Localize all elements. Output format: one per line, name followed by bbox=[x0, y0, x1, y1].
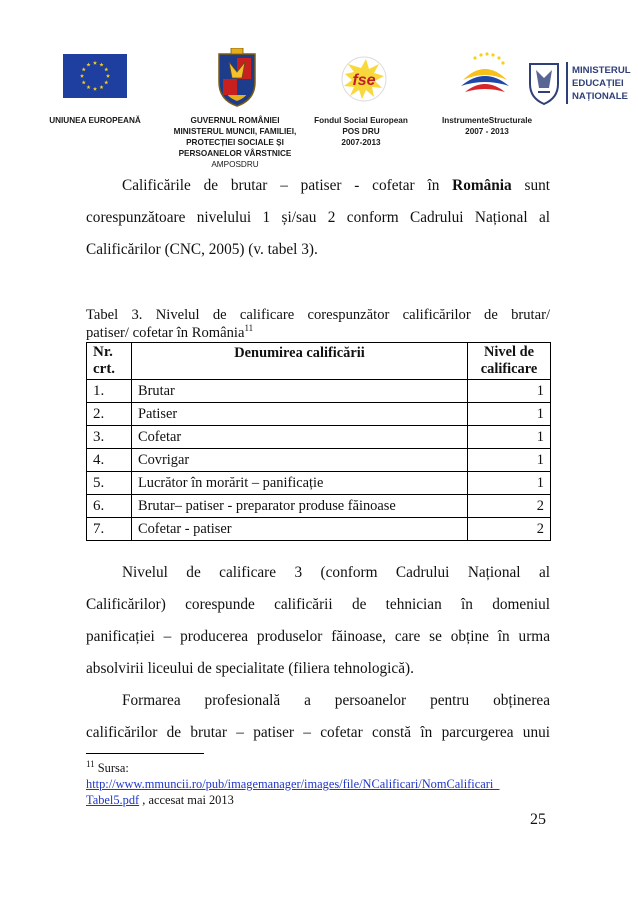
gov-caption-line3: PROTECȚIEI SOCIALE ȘI bbox=[186, 138, 284, 147]
eu-caption bbox=[20, 115, 170, 126]
cell-nr: 4. bbox=[87, 449, 132, 472]
instr-caption bbox=[422, 115, 552, 137]
p1-line1-post: sunt bbox=[511, 177, 550, 194]
paragraph-2 bbox=[86, 557, 550, 685]
page-number: 25 bbox=[530, 811, 546, 828]
eu-caption-text: UNIUNEA EUROPEANĂ bbox=[49, 116, 141, 125]
table-row bbox=[87, 426, 551, 449]
cell-name: Cofetar bbox=[132, 426, 468, 449]
header-nr-line1: Nr. bbox=[93, 344, 113, 360]
footnote bbox=[86, 760, 556, 808]
cell-name: Cofetar - patiser bbox=[132, 518, 468, 541]
eu-flag-logo bbox=[63, 54, 127, 98]
table-caption-line2-text: patiser/ cofetar în România bbox=[86, 325, 245, 341]
paragraph-1-line2: corespunzătoare nivelului 1 și/sau 2 conform Cadrului Național al bbox=[86, 209, 550, 226]
cell-level: 1 bbox=[468, 472, 551, 495]
paragraph-2-line4: absolvirii liceului de specialitate (filiera tehnologică). bbox=[86, 660, 414, 677]
paragraph-1-line3: Calificărilor (CNC, 2005) (v. tabel 3). bbox=[86, 241, 318, 258]
fse-caption-line1: Fondul Social European bbox=[314, 116, 408, 125]
gov-caption bbox=[150, 115, 320, 170]
gov-caption-sub: AMPOSDRU bbox=[211, 160, 259, 169]
footnote-source-link-cont[interactable]: Tabel5.pdf bbox=[86, 793, 140, 807]
cell-level: 1 bbox=[468, 403, 551, 426]
header-nr-line2: crt. bbox=[93, 361, 116, 377]
cell-level: 2 bbox=[468, 518, 551, 541]
footnote-label-line bbox=[86, 760, 556, 776]
p1-line1-pre: Calificările de brutar – patiser - cofetar în bbox=[122, 177, 453, 194]
cell-nr: 2. bbox=[87, 403, 132, 426]
cell-level: 1 bbox=[468, 426, 551, 449]
ministry-logo-text bbox=[572, 64, 631, 103]
cell-name: Patiser bbox=[132, 403, 468, 426]
gov-caption-line4: PERSOANELOR VÂRSTNICE bbox=[178, 149, 292, 158]
footnote-link-line2 bbox=[86, 792, 556, 808]
paragraph-3-line1: Formarea profesională a persoanelor pentru obținerea bbox=[122, 692, 550, 709]
paragraph-1 bbox=[86, 170, 550, 266]
cell-nr: 3. bbox=[87, 426, 132, 449]
paragraph-3 bbox=[86, 685, 550, 749]
cell-nr: 7. bbox=[87, 518, 132, 541]
fse-logo-text: fse bbox=[352, 72, 376, 89]
paragraph-2-line2: Calificărilor) corespunde calificării de tehnician în domeniul bbox=[86, 596, 550, 613]
paragraph-2-line3: panificației – producerea produselor făinoase, care se obține în urma bbox=[86, 628, 550, 645]
cell-name: Brutar bbox=[132, 380, 468, 403]
romania-coat-of-arms-logo bbox=[215, 48, 259, 108]
footnote-label: Sursa: bbox=[97, 761, 129, 775]
ministry-divider bbox=[566, 62, 568, 104]
cell-name: Brutar– patiser - preparator produse făinoase bbox=[132, 495, 468, 518]
header-level bbox=[468, 343, 551, 380]
fse-caption-line2: POS DRU bbox=[342, 127, 380, 136]
header-level-line1: Nivel de bbox=[484, 344, 534, 360]
footnote-source-link[interactable]: http://www.mmuncii.ro/pub/imagemanager/images/file/NCalificari/NomCalificari_ bbox=[86, 777, 500, 791]
table-row bbox=[87, 495, 551, 518]
paragraph-2-line1: Nivelul de calificare 3 (conform Cadrului Național al bbox=[122, 564, 550, 581]
instr-caption-line1: InstrumenteStructurale bbox=[441, 116, 533, 125]
table-row bbox=[87, 449, 551, 472]
paragraph-3-line2: calificărilor de brutar – patiser – cofetar constă în parcurgerea unui bbox=[86, 724, 550, 741]
gov-caption-line1: GUVERNUL ROMÂNIEI bbox=[190, 116, 280, 125]
cell-nr: 6. bbox=[87, 495, 132, 518]
fse-logo bbox=[334, 52, 394, 106]
table-caption bbox=[86, 306, 550, 342]
header-level-line2: calificare bbox=[480, 361, 538, 377]
table-caption-line1: Tabel 3. Nivelul de calificare corespunzător calificărilor de brutar/ bbox=[86, 307, 550, 323]
table-row bbox=[87, 472, 551, 495]
footnote-accessed: , accesat mai 2013 bbox=[139, 793, 234, 807]
cell-nr: 5. bbox=[87, 472, 132, 495]
cell-name: Covrigar bbox=[132, 449, 468, 472]
header-name: Denumirea calificării bbox=[132, 343, 468, 380]
footnote-ref: 11 bbox=[244, 323, 254, 334]
paragraph-1-line1 bbox=[86, 170, 550, 202]
qualification-table bbox=[86, 342, 551, 541]
header-nr bbox=[87, 343, 132, 380]
table-header-row bbox=[87, 343, 551, 380]
table-row bbox=[87, 380, 551, 403]
table-row bbox=[87, 403, 551, 426]
ministerul-educatiei-crest-icon bbox=[524, 60, 564, 106]
table-caption-line2 bbox=[86, 324, 550, 342]
instr-caption-line2: 2007 - 2013 bbox=[465, 127, 509, 136]
cell-level: 1 bbox=[468, 380, 551, 403]
fse-caption bbox=[302, 115, 420, 148]
footnote-link-line1 bbox=[86, 776, 556, 792]
ministry-text-line1: MINISTERUL bbox=[572, 65, 631, 76]
cell-level: 2 bbox=[468, 495, 551, 518]
p1-line1-bold: România bbox=[452, 177, 512, 194]
cell-name: Lucrător în morărit – panificație bbox=[132, 472, 468, 495]
fse-caption-line3: 2007-2013 bbox=[341, 138, 381, 147]
footnote-separator bbox=[86, 753, 204, 754]
instrumente-structurale-logo bbox=[455, 50, 515, 104]
cell-level: 1 bbox=[468, 449, 551, 472]
table-row bbox=[87, 518, 551, 541]
footnote-number: 11 bbox=[86, 758, 95, 769]
gov-caption-line2: MINISTERUL MUNCII, FAMILIEI, bbox=[173, 127, 297, 136]
cell-nr: 1. bbox=[87, 380, 132, 403]
ministry-text-line2: EDUCAȚIEI bbox=[572, 78, 624, 89]
ministry-text-line3: NAȚIONALE bbox=[572, 91, 628, 102]
